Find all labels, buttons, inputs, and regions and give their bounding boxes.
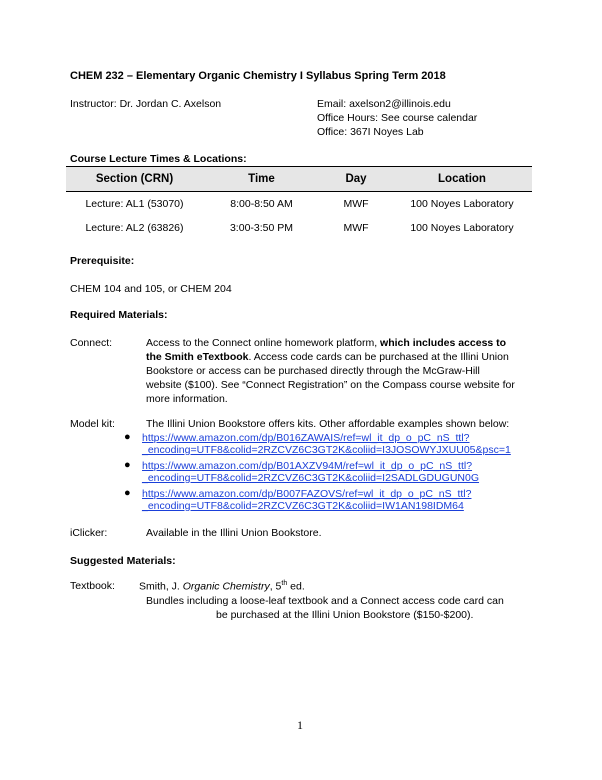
cell-location: 100 Noyes Laboratory (410, 222, 514, 234)
connect-line-4: website ($100). See “Connect Registration” on the Compass course website for (146, 379, 515, 391)
lecture-heading: Course Lecture Times & Locations: (70, 153, 247, 165)
link-3-line-2[interactable]: _encoding=UTF8&colid=2RZCVZ6C3GT2K&coliid=IW1AN198IDM64 (142, 500, 464, 512)
model-kit-link-1[interactable] (142, 432, 511, 456)
textbook-author: Smith, J. (139, 580, 183, 593)
textbook-edition: , 5 (269, 580, 282, 593)
textbook-edition-suffix: ed. (287, 580, 305, 593)
instructor-line: Instructor: Dr. Jordan C. Axelson (70, 98, 222, 110)
connect-text-2: . Access code cards can be purchased at the Illini Union (248, 351, 509, 363)
link-3-line-1[interactable]: https://www.amazon.com/dp/B007FAZOVS/ref=wl_it_dp_o_pC_nS_ttl? (142, 488, 472, 500)
connect-line-2 (146, 351, 509, 363)
suggested-heading: Suggested Materials: (70, 555, 176, 567)
table-row (66, 192, 532, 217)
connect-line-3: Bookstore or access can be purchased directly through the McGraw-Hill (146, 365, 480, 377)
header-section: Section (CRN) (66, 167, 203, 192)
email-line: Email: axelson2@illinois.edu (317, 98, 451, 110)
bullet-icon: ● (124, 459, 131, 471)
textbook-line-3: be purchased at the Illini Union Bookstore ($150-$200). (216, 609, 474, 621)
iclicker-label: iClicker: (70, 527, 108, 539)
header-location: Location (392, 167, 532, 192)
bullet-icon: ● (124, 431, 131, 443)
link-1-line-2[interactable]: _encoding=UTF8&colid=2RZCVZ6C3GT2K&coliid=I3JOSOWYJXUU05&psc=1 (142, 444, 511, 456)
textbook-line-1 (139, 580, 305, 593)
cell-day: MWF (343, 222, 369, 234)
link-1-line-1[interactable]: https://www.amazon.com/dp/B016ZAWAIS/ref=wl_it_dp_o_pC_nS_ttl? (142, 432, 470, 444)
cell-section: Lecture: AL1 (53070) (85, 198, 184, 210)
lecture-table-header (66, 167, 532, 192)
model-kit-link-2[interactable] (142, 460, 479, 484)
model-kit-label: Model kit: (70, 418, 115, 430)
cell-day: MWF (343, 198, 369, 210)
textbook-line-2: Bundles including a loose-leaf textbook and a Connect access code card can (146, 595, 504, 607)
page-number: 1 (297, 718, 303, 732)
prereq-heading: Prerequisite: (70, 255, 135, 267)
cell-location: 100 Noyes Laboratory (410, 198, 514, 210)
iclicker-text: Available in the Illini Union Bookstore. (146, 527, 322, 539)
office-hours-line: Office Hours: See course calendar (317, 112, 478, 124)
cell-time: 3:00-3:50 PM (229, 222, 294, 234)
textbook-label: Textbook: (70, 580, 115, 592)
link-2-line-2[interactable]: _encoding=UTF8&colid=2RZCVZ6C3GT2K&coliid=I2SADLGDUGUN0G (142, 472, 480, 484)
model-kit-text: The Illini Union Bookstore offers kits. Other affordable examples shown below: (146, 418, 510, 430)
document-title: CHEM 232 – Elementary Organic Chemistry I Syllabus Spring Term 2018 (70, 70, 446, 82)
connect-text-1: Access to the Connect online homework platform, (146, 337, 381, 349)
header-day: Day (320, 167, 392, 192)
connect-bold-2: the Smith eTextbook (146, 351, 249, 363)
cell-section: Lecture: AL2 (63826) (85, 222, 184, 234)
lecture-table (66, 166, 532, 240)
connect-line-5: more information. (146, 393, 228, 405)
office-line: Office: 367I Noyes Lab (317, 126, 424, 138)
connect-bold-1: which includes access to (380, 337, 507, 349)
textbook-title: Organic Chemistry (182, 580, 270, 593)
required-heading: Required Materials: (70, 309, 168, 321)
connect-label: Connect: (70, 337, 113, 349)
bullet-icon: ● (124, 487, 131, 499)
prereq-text: CHEM 104 and 105, or CHEM 204 (70, 283, 232, 295)
model-kit-link-3[interactable] (142, 488, 471, 512)
textbook-edition-sup: th (281, 580, 288, 587)
cell-time: 8:00-8:50 AM (230, 198, 293, 210)
header-time: Time (203, 167, 320, 192)
connect-line-1 (146, 337, 506, 349)
link-2-line-1[interactable]: https://www.amazon.com/dp/B01AXZV94M/ref=wl_it_dp_o_pC_nS_ttl? (142, 460, 473, 472)
table-row (66, 216, 532, 240)
